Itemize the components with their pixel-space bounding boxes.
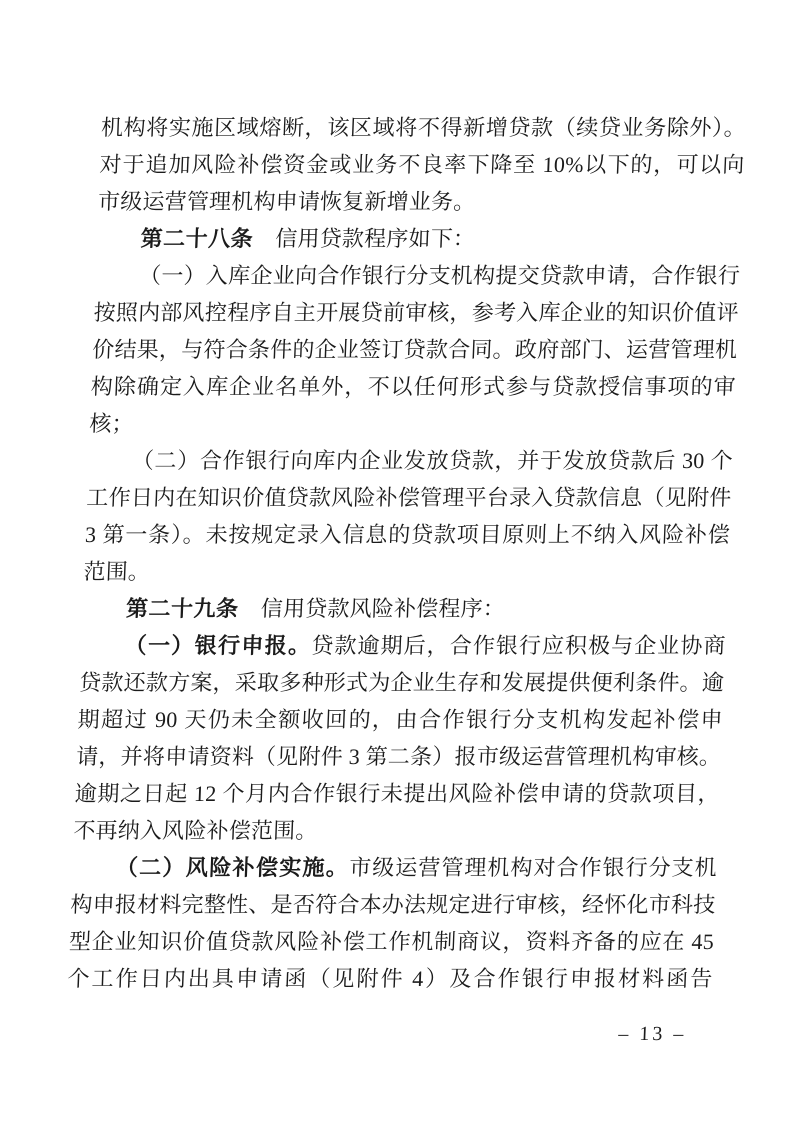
heading-segment: （一）银行申报。 — [124, 633, 312, 658]
text-segment: （一）入库企业向合作银行分支机构提交贷款申请，合作银行按照内部风控程序自主开展贷前审核，参考入库企业的知识价值评价结果，与符合条件的企业签订贷款合同。政府部门、运营管理机构除确定入库企业名单外，不以任何形式参与贷款授信事项的审核； — [88, 263, 741, 436]
document-body — [67, 109, 747, 997]
heading-segment: （二）风险补偿实施。 — [115, 855, 350, 880]
text-segment: 机构将实施区域熔断，该区域将不得新增贷款（续贷业务除外）。对于追加风险补偿资金或业务不良率下降至 10%以下的，可以向市级运营管理机构申请恢复新增业务。 — [97, 115, 747, 214]
text-segment: （二）合作银行向库内企业发放贷款，并于发放贷款后 30 个工作日内在知识价值贷款风险补偿管理平台录入贷款信息（见附件 3 第一条）。未按规定录入信息的贷款项目原则上不纳入风险补偿范围。 — [83, 448, 734, 584]
paragraph — [81, 590, 727, 627]
paragraph — [67, 849, 718, 997]
paragraph — [97, 109, 746, 220]
paragraph — [96, 220, 742, 257]
text-segment: 信用贷款程序如下： — [252, 226, 476, 251]
text-segment: 信用贷款风险补偿程序： — [238, 596, 506, 621]
heading-segment: 第二十九条 — [125, 596, 240, 621]
paragraph — [73, 627, 727, 849]
text-segment: 贷款逾期后，合作银行应积极与企业协商贷款还款方案，采取多种形式为企业生存和发展提供便利条件。逾期超过 90 天仍未全额收回的，由合作银行分支机构发起补偿申请，并将申请资料（见附件 3 第二条）报市级运营管理机构审核。逾期之日起 12 个月内合作银行未提出风险补偿申请的贷款项目，不再纳入风险补偿范围。 — [72, 633, 727, 843]
paragraph — [83, 442, 734, 590]
heading-segment: 第二十八条 — [140, 226, 254, 251]
paragraph — [89, 257, 741, 442]
text-segment: 市级运营管理机构对合作银行分支机构申报材料完整性、是否符合本办法规定进行审核，经怀化市科技型企业知识价值贷款风险补偿工作机制商议，资料齐备的应在 45 个工作日内出具申请函（见附件 4）及合作银行申报材料函告 — [67, 855, 718, 991]
page-number: – 13 – — [617, 1023, 687, 1045]
